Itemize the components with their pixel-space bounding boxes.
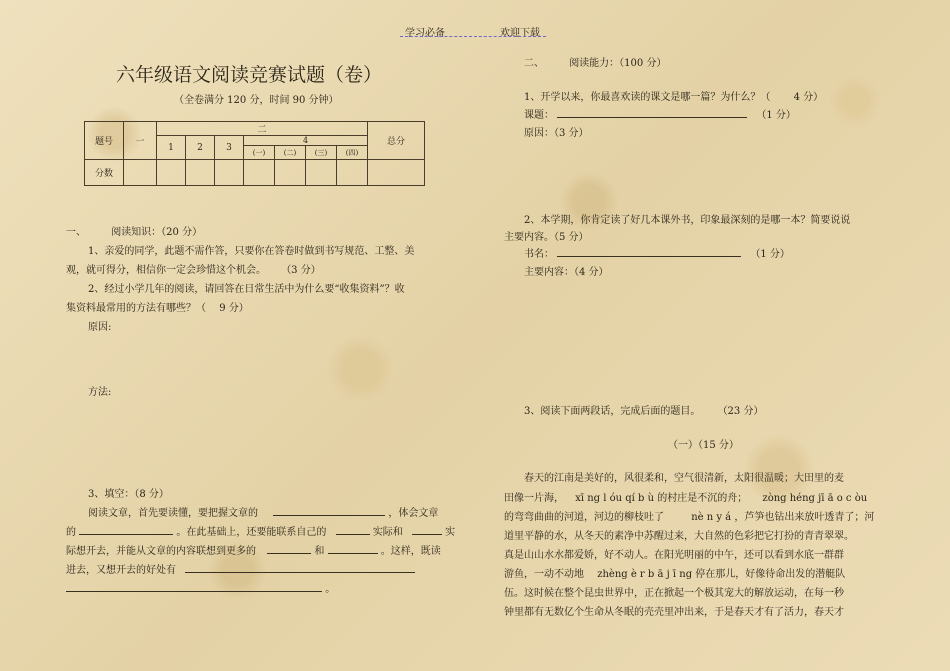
q3-line1 — [88, 504, 438, 523]
fill-blank[interactable] — [328, 543, 378, 554]
score-table-sub1: (一) — [244, 146, 275, 160]
fill-blank[interactable] — [412, 524, 442, 535]
section1-number: 一、 — [66, 227, 86, 238]
score-table-sub2: (二) — [275, 146, 306, 160]
q1-line2 — [66, 261, 321, 280]
score-table-col2: 2 — [186, 136, 215, 160]
pinyin-blank: nè n y á — [691, 512, 732, 523]
r-q1-score: 4 分） — [793, 92, 824, 103]
q1-line2-text: 观，就可得分，相信你一定会珍惜这个机会。 — [66, 265, 266, 276]
q2-score: 9 分） — [219, 303, 249, 314]
passage-line3 — [504, 508, 874, 527]
q3-line2-text-d: 实 — [445, 527, 456, 538]
r-part1: （一）（15 分） — [668, 440, 739, 451]
r-shuming-score: （1 分） — [750, 249, 790, 260]
passage-line5: 真是山山水水都爱娇，好不动人。在阳光明丽的中午，还可以看到水底一群群 — [504, 550, 844, 561]
header-left: 学习必备 — [405, 28, 445, 39]
q2-line1: 2、经过小学几年的阅读，请回答在日常生活中为什么要“收集资料”？收 — [88, 284, 405, 295]
score-table — [84, 121, 425, 186]
r-q2-line2: 主要内容。（5 分） — [504, 232, 589, 243]
q3-line2-text-b: 。在此基础上，还要能联系自己的 — [176, 527, 327, 538]
fill-blank[interactable] — [79, 524, 173, 535]
score-cell — [306, 160, 337, 186]
passage-line4: 道里平静的水，从冬天的素净中苏醒过来，大自然的色彩把它打扮的青青翠翠。 — [504, 531, 854, 542]
passage-text: 的村庄是不沉的舟； — [657, 493, 748, 504]
pinyin-blank: xī ng l óu qí b ù — [575, 493, 655, 504]
q1-line1: 1、亲爱的同学，此题不需作答，只要你在答卷时做到书写规范、工整、美 — [88, 246, 415, 257]
pinyin-blank: zòng héng jī ā o c òu — [762, 493, 868, 504]
r-keti-line — [524, 106, 796, 125]
header-right: 欢迎下载 — [500, 28, 540, 39]
fill-blank[interactable] — [185, 562, 415, 573]
score-table-sub4: (四) — [337, 146, 368, 160]
passage-line8: 钟里都有无数亿个生命从冬眠的壳壳里冲出来，于是春天才有了活力，春天才 — [504, 607, 844, 618]
q2-line2-text: 集资料最常用的方法有哪些？（ — [66, 303, 206, 314]
header-underline — [400, 36, 546, 37]
score-table-col4: 4 — [244, 136, 368, 146]
r-shuming-line — [524, 245, 790, 264]
passage-line1: 春天的江南是美好的，风很柔和，空气很清新，太阳很温暖；大田里的麦 — [524, 473, 844, 484]
q3-line3 — [66, 542, 441, 561]
section2-heading — [524, 54, 666, 73]
q3-line2-text-c: 实际和 — [372, 527, 403, 538]
score-cell — [337, 160, 368, 186]
passage-line2 — [504, 489, 867, 508]
fill-blank[interactable] — [557, 107, 747, 118]
score-cell — [275, 160, 306, 186]
r-shuming-label: 书名： — [524, 249, 554, 260]
q3-line2 — [66, 523, 455, 542]
score-cell — [124, 160, 157, 186]
passage-text: 的弯弯曲曲的河道，河边的柳枝吐了 — [504, 512, 664, 523]
score-table-fenshu: 分数 — [85, 160, 124, 186]
score-table-er: 二 — [157, 122, 368, 136]
q3-line5 — [66, 580, 335, 599]
section1-title: 阅读知识：（20 分） — [111, 227, 203, 238]
q3-line4-text-a: 进去，又想开去的好处有 — [66, 565, 176, 576]
q3-line4 — [66, 561, 415, 580]
passage-text: 游鱼，一动不动地 — [504, 569, 584, 580]
q3-line1-text-a: 阅读文章，首先要读懂，要把握文章的 — [88, 508, 258, 519]
r-yuanyin: 原因：（3 分） — [524, 128, 589, 139]
r-neirong: 主要内容：（4 分） — [524, 267, 609, 278]
r-q3-score: （23 分） — [717, 406, 764, 417]
q3-line2-text-a: 的 — [66, 527, 76, 538]
fill-blank[interactable] — [273, 505, 385, 516]
score-table-tihao: 题号 — [85, 122, 124, 160]
r-q1 — [524, 88, 823, 107]
score-table-col1: 1 — [157, 136, 186, 160]
method-label: 方法: — [88, 387, 112, 398]
score-cell — [244, 160, 275, 186]
passage-line6 — [504, 565, 845, 584]
r-keti-score: （1 分） — [756, 110, 796, 121]
passage-text: 停在那儿，好像待命出发的潜艇队 — [695, 569, 846, 580]
passage-text: ，芦笋也钻出来放叶透青了；河 — [734, 512, 875, 523]
r-q3 — [524, 402, 763, 421]
score-cell — [186, 160, 215, 186]
r-q1-text: 1、开学以来，你最喜欢读的课文是哪一篇？为什么？（ — [524, 92, 771, 103]
q3-line3-text-a: 际想开去，并能从文章的内容联想到更多的 — [66, 546, 256, 557]
passage-line7: 伍。这时候在整个昆虫世界中，正在掀起一个极其宠大的解放运动，在每一秒 — [504, 588, 844, 599]
page-subtitle: （全卷满分 120 分，时间 90 分钟） — [174, 95, 339, 106]
r-q3-text: 3、阅读下面两段话，完成后面的题目。 — [524, 406, 701, 417]
fill-blank[interactable] — [336, 524, 370, 535]
score-table-sub3: (三) — [306, 146, 337, 160]
q2-line2 — [66, 299, 249, 318]
q3-line1-text-b: ，体会文章 — [388, 508, 439, 519]
passage-text: 田像一片海， — [504, 493, 564, 504]
r-keti-label: 课题： — [524, 110, 554, 121]
section2-title: 阅读能力：（100 分） — [569, 58, 667, 69]
fill-blank[interactable] — [66, 581, 322, 592]
section1-heading — [66, 223, 202, 242]
q3-line3-text-c: 。这样，既读 — [380, 546, 441, 557]
score-cell — [157, 160, 186, 186]
fill-blank[interactable] — [557, 246, 741, 257]
q3-title: 3、填空：（8 分） — [88, 489, 169, 500]
reason-label: 原因: — [88, 322, 112, 333]
q3-line5-end: 。 — [325, 584, 336, 595]
score-cell — [368, 160, 425, 186]
pinyin-blank: zhèng è r b ā j ī ng — [597, 569, 693, 580]
q3-line3-text-b: 和 — [314, 546, 325, 557]
q1-score: （3 分） — [281, 265, 321, 276]
fill-blank[interactable] — [267, 543, 311, 554]
score-table-zongfen: 总分 — [368, 122, 425, 160]
r-q2-line1: 2、本学期，你肯定读了好几本课外书，印象最深刻的是哪一本？简要说说 — [524, 215, 851, 226]
score-table-yi: 一 — [124, 122, 157, 160]
section2-number: 二、 — [524, 58, 544, 69]
score-table-col3: 3 — [215, 136, 244, 160]
score-cell — [215, 160, 244, 186]
page-title: 六年级语文阅读竞赛试题（卷） — [116, 64, 383, 86]
